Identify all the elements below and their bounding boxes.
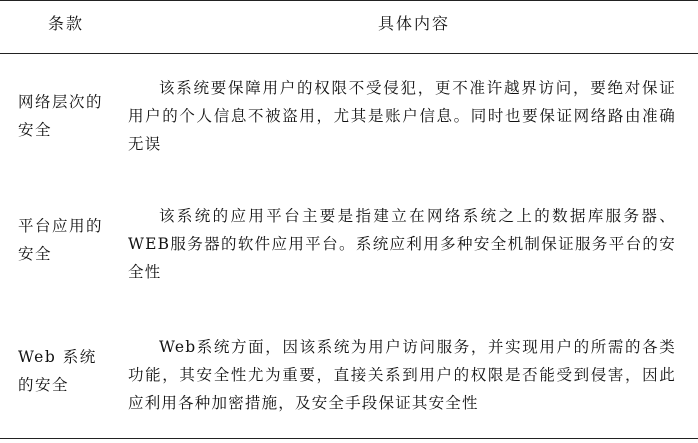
row-term: Web 系统 的安全 xyxy=(18,348,97,394)
header-term: 条款 xyxy=(48,14,85,33)
table-bottom-rule xyxy=(0,438,698,439)
row-content: Web系统方面，因该系统为用户访问服务，并实现用户的所需的各类功能，其安全性尤为重要，直接关系到用户的权限是否能受到侵害，因此应利用各种加密措施，及安全手段保证其安全性 xyxy=(128,338,676,412)
row-term: 平台应用的 安全 xyxy=(18,217,104,263)
table-header-rule xyxy=(0,53,698,54)
row-term: 网络层次的 安全 xyxy=(18,93,104,139)
table-top-rule xyxy=(0,0,698,1)
header-content: 具体内容 xyxy=(378,14,451,33)
row-content: 该系统要保障用户的权限不受侵犯，更不准许越界访问，要绝对保证用户的个人信息不被盗用，尤其是账户信息。同时也要保证网络路由准确无误 xyxy=(128,79,676,153)
row-content: 该系统的应用平台主要是指建立在网络系统之上的数据库服务器、WEB服务器的软件应用平台。系统应利用多种安全机制保证服务平台的安全性 xyxy=(128,207,676,281)
